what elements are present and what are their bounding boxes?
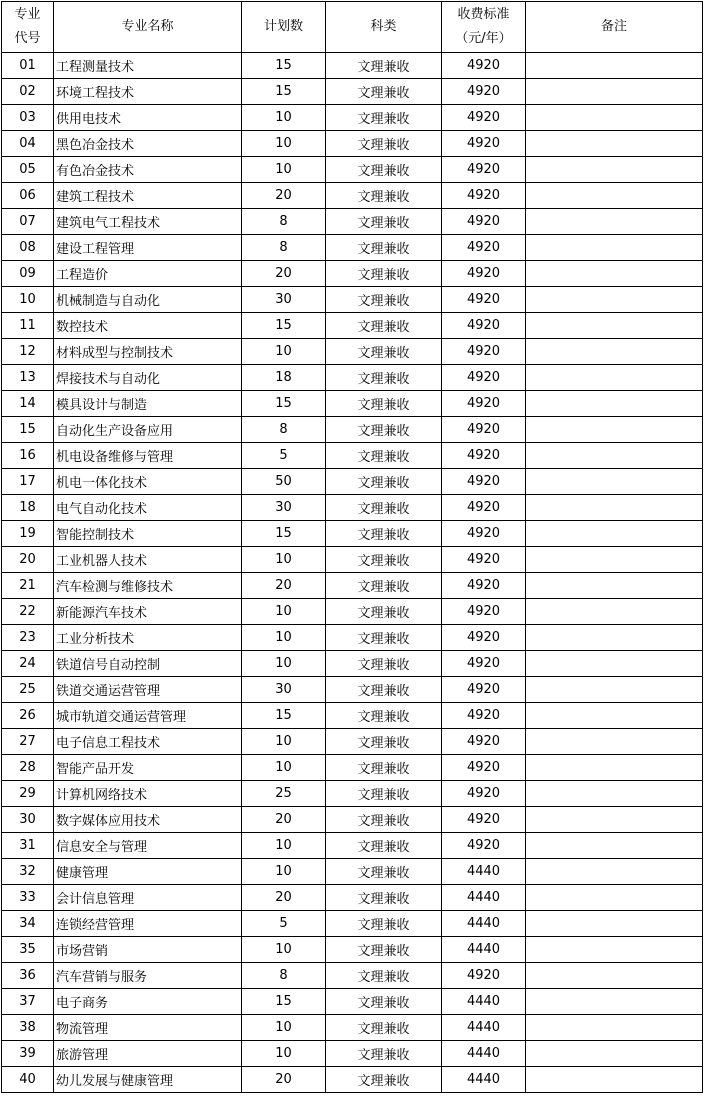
cell-fee: 4920	[442, 547, 526, 573]
cell-fee: 4440	[442, 937, 526, 963]
cell-major-name: 工业机器人技术	[54, 547, 242, 573]
cell-remark	[526, 235, 703, 261]
cell-remark	[526, 1067, 703, 1093]
table-row	[2, 885, 703, 911]
cell-plan: 5	[242, 911, 326, 937]
cell-remark	[526, 989, 703, 1015]
cell-plan: 20	[242, 261, 326, 287]
cell-code: 12	[2, 339, 54, 365]
cell-major-name: 数字媒体应用技术	[54, 807, 242, 833]
cell-plan: 20	[242, 1067, 326, 1093]
cell-major-name: 工业分析技术	[54, 625, 242, 651]
cell-category: 文理兼收	[326, 833, 442, 859]
cell-code: 15	[2, 417, 54, 443]
table-row	[2, 833, 703, 859]
cell-remark	[526, 53, 703, 79]
cell-plan: 30	[242, 495, 326, 521]
cell-fee: 4920	[442, 417, 526, 443]
cell-remark	[526, 105, 703, 131]
table-row	[2, 157, 703, 183]
table-row	[2, 365, 703, 391]
cell-category: 文理兼收	[326, 1041, 442, 1067]
cell-remark	[526, 729, 703, 755]
cell-major-name: 旅游管理	[54, 1041, 242, 1067]
cell-major-name: 建筑电气工程技术	[54, 209, 242, 235]
cell-plan: 10	[242, 105, 326, 131]
cell-code: 40	[2, 1067, 54, 1093]
table-row	[2, 79, 703, 105]
cell-major-name: 机电一体化技术	[54, 469, 242, 495]
cell-code: 01	[2, 53, 54, 79]
cell-remark	[526, 131, 703, 157]
cell-code: 16	[2, 443, 54, 469]
cell-fee: 4920	[442, 53, 526, 79]
table-row	[2, 417, 703, 443]
cell-fee: 4920	[442, 625, 526, 651]
cell-code: 14	[2, 391, 54, 417]
cell-code: 36	[2, 963, 54, 989]
cell-plan: 10	[242, 547, 326, 573]
table-row	[2, 183, 703, 209]
cell-fee: 4920	[442, 833, 526, 859]
cell-remark	[526, 625, 703, 651]
cell-remark	[526, 365, 703, 391]
table-row	[2, 911, 703, 937]
cell-code: 07	[2, 209, 54, 235]
cell-category: 文理兼收	[326, 781, 442, 807]
cell-category: 文理兼收	[326, 443, 442, 469]
cell-remark	[526, 469, 703, 495]
cell-plan: 10	[242, 599, 326, 625]
cell-category: 文理兼收	[326, 209, 442, 235]
cell-major-name: 材料成型与控制技术	[54, 339, 242, 365]
cell-major-name: 建筑工程技术	[54, 183, 242, 209]
table-row	[2, 131, 703, 157]
cell-major-name: 环境工程技术	[54, 79, 242, 105]
header-code	[2, 2, 54, 53]
cell-fee: 4920	[442, 391, 526, 417]
header-fee-line2: （元/年）	[455, 31, 512, 46]
cell-major-name: 市场营销	[54, 937, 242, 963]
cell-code: 34	[2, 911, 54, 937]
cell-remark	[526, 287, 703, 313]
header-remark: 备注	[526, 2, 703, 53]
cell-code: 11	[2, 313, 54, 339]
table-row	[2, 339, 703, 365]
cell-major-name: 健康管理	[54, 859, 242, 885]
cell-category: 文理兼收	[326, 755, 442, 781]
cell-category: 文理兼收	[326, 313, 442, 339]
cell-code: 03	[2, 105, 54, 131]
cell-code: 35	[2, 937, 54, 963]
table-row	[2, 625, 703, 651]
cell-plan: 8	[242, 235, 326, 261]
cell-remark	[526, 1015, 703, 1041]
cell-category: 文理兼收	[326, 235, 442, 261]
table-row	[2, 599, 703, 625]
cell-code: 38	[2, 1015, 54, 1041]
cell-fee: 4920	[442, 781, 526, 807]
cell-plan: 8	[242, 417, 326, 443]
table-row	[2, 495, 703, 521]
cell-fee: 4440	[442, 1067, 526, 1093]
cell-remark	[526, 573, 703, 599]
cell-category: 文理兼收	[326, 599, 442, 625]
cell-category: 文理兼收	[326, 131, 442, 157]
cell-remark	[526, 547, 703, 573]
cell-code: 28	[2, 755, 54, 781]
cell-major-name: 电气自动化技术	[54, 495, 242, 521]
cell-code: 29	[2, 781, 54, 807]
cell-plan: 10	[242, 937, 326, 963]
cell-major-name: 新能源汽车技术	[54, 599, 242, 625]
cell-category: 文理兼收	[326, 105, 442, 131]
cell-remark	[526, 755, 703, 781]
cell-major-name: 计算机网络技术	[54, 781, 242, 807]
cell-fee: 4920	[442, 703, 526, 729]
cell-category: 文理兼收	[326, 79, 442, 105]
cell-fee: 4920	[442, 365, 526, 391]
cell-major-name: 数控技术	[54, 313, 242, 339]
cell-category: 文理兼收	[326, 495, 442, 521]
cell-fee: 4920	[442, 469, 526, 495]
cell-category: 文理兼收	[326, 573, 442, 599]
cell-plan: 15	[242, 53, 326, 79]
cell-fee: 4920	[442, 313, 526, 339]
cell-category: 文理兼收	[326, 1067, 442, 1093]
cell-category: 文理兼收	[326, 1015, 442, 1041]
cell-plan: 30	[242, 287, 326, 313]
header-plan: 计划数	[242, 2, 326, 53]
cell-major-name: 信息安全与管理	[54, 833, 242, 859]
cell-plan: 15	[242, 989, 326, 1015]
cell-code: 25	[2, 677, 54, 703]
cell-category: 文理兼收	[326, 807, 442, 833]
cell-remark	[526, 391, 703, 417]
cell-major-name: 铁道交通运营管理	[54, 677, 242, 703]
table-row	[2, 521, 703, 547]
cell-remark	[526, 677, 703, 703]
cell-plan: 15	[242, 391, 326, 417]
cell-code: 39	[2, 1041, 54, 1067]
cell-category: 文理兼收	[326, 651, 442, 677]
cell-category: 文理兼收	[326, 859, 442, 885]
cell-major-name: 物流管理	[54, 1015, 242, 1041]
table-row	[2, 1067, 703, 1093]
cell-category: 文理兼收	[326, 729, 442, 755]
cell-code: 17	[2, 469, 54, 495]
cell-remark	[526, 937, 703, 963]
cell-plan: 10	[242, 729, 326, 755]
cell-remark	[526, 963, 703, 989]
cell-major-name: 智能产品开发	[54, 755, 242, 781]
cell-category: 文理兼收	[326, 417, 442, 443]
cell-code: 27	[2, 729, 54, 755]
cell-major-name: 汽车检测与维修技术	[54, 573, 242, 599]
cell-category: 文理兼收	[326, 53, 442, 79]
table-row	[2, 53, 703, 79]
cell-major-name: 汽车营销与服务	[54, 963, 242, 989]
table-row	[2, 729, 703, 755]
cell-plan: 10	[242, 131, 326, 157]
cell-category: 文理兼收	[326, 963, 442, 989]
cell-fee: 4920	[442, 729, 526, 755]
cell-plan: 10	[242, 157, 326, 183]
cell-plan: 5	[242, 443, 326, 469]
cell-remark	[526, 833, 703, 859]
cell-major-name: 智能控制技术	[54, 521, 242, 547]
cell-fee: 4440	[442, 1015, 526, 1041]
header-fee	[442, 2, 526, 53]
cell-category: 文理兼收	[326, 521, 442, 547]
cell-category: 文理兼收	[326, 547, 442, 573]
table-row	[2, 651, 703, 677]
cell-fee: 4440	[442, 1041, 526, 1067]
enrollment-plan-table	[1, 1, 703, 1093]
table-row	[2, 859, 703, 885]
cell-category: 文理兼收	[326, 391, 442, 417]
table-row	[2, 989, 703, 1015]
table-header	[2, 2, 703, 53]
cell-remark	[526, 911, 703, 937]
cell-remark	[526, 781, 703, 807]
cell-remark	[526, 313, 703, 339]
cell-major-name: 工程造价	[54, 261, 242, 287]
cell-remark	[526, 339, 703, 365]
cell-major-name: 连锁经营管理	[54, 911, 242, 937]
table-body	[2, 53, 703, 1093]
cell-fee: 4920	[442, 495, 526, 521]
cell-remark	[526, 599, 703, 625]
cell-fee: 4920	[442, 131, 526, 157]
cell-code: 22	[2, 599, 54, 625]
cell-plan: 18	[242, 365, 326, 391]
cell-category: 文理兼收	[326, 937, 442, 963]
cell-fee: 4440	[442, 989, 526, 1015]
cell-remark	[526, 79, 703, 105]
cell-fee: 4920	[442, 287, 526, 313]
table-row	[2, 703, 703, 729]
cell-fee: 4440	[442, 911, 526, 937]
cell-category: 文理兼收	[326, 157, 442, 183]
cell-plan: 10	[242, 755, 326, 781]
cell-fee: 4920	[442, 209, 526, 235]
cell-fee: 4920	[442, 677, 526, 703]
cell-category: 文理兼收	[326, 989, 442, 1015]
cell-plan: 15	[242, 79, 326, 105]
table-row	[2, 443, 703, 469]
cell-fee: 4920	[442, 963, 526, 989]
table-row	[2, 963, 703, 989]
cell-remark	[526, 209, 703, 235]
cell-major-name: 自动化生产设备应用	[54, 417, 242, 443]
cell-plan: 20	[242, 573, 326, 599]
cell-fee: 4920	[442, 79, 526, 105]
cell-code: 08	[2, 235, 54, 261]
cell-remark	[526, 521, 703, 547]
cell-major-name: 机械制造与自动化	[54, 287, 242, 313]
table-row	[2, 1015, 703, 1041]
cell-plan: 8	[242, 963, 326, 989]
cell-plan: 10	[242, 1041, 326, 1067]
cell-category: 文理兼收	[326, 703, 442, 729]
cell-plan: 20	[242, 885, 326, 911]
table-row	[2, 547, 703, 573]
cell-code: 19	[2, 521, 54, 547]
cell-major-name: 幼儿发展与健康管理	[54, 1067, 242, 1093]
cell-category: 文理兼收	[326, 625, 442, 651]
cell-major-name: 机电设备维修与管理	[54, 443, 242, 469]
cell-fee: 4920	[442, 235, 526, 261]
cell-category: 文理兼收	[326, 677, 442, 703]
cell-plan: 20	[242, 183, 326, 209]
table-row	[2, 755, 703, 781]
cell-plan: 8	[242, 209, 326, 235]
cell-fee: 4920	[442, 443, 526, 469]
table-row	[2, 313, 703, 339]
cell-plan: 30	[242, 677, 326, 703]
cell-code: 04	[2, 131, 54, 157]
cell-remark	[526, 885, 703, 911]
cell-fee: 4440	[442, 885, 526, 911]
cell-remark	[526, 1041, 703, 1067]
cell-fee: 4920	[442, 105, 526, 131]
table-row	[2, 391, 703, 417]
cell-major-name: 电子商务	[54, 989, 242, 1015]
cell-major-name: 会计信息管理	[54, 885, 242, 911]
cell-major-name: 城市轨道交通运营管理	[54, 703, 242, 729]
cell-category: 文理兼收	[326, 183, 442, 209]
cell-plan: 15	[242, 313, 326, 339]
table-row	[2, 469, 703, 495]
cell-fee: 4920	[442, 807, 526, 833]
table-row	[2, 807, 703, 833]
table-row	[2, 261, 703, 287]
cell-plan: 20	[242, 807, 326, 833]
cell-major-name: 供用电技术	[54, 105, 242, 131]
cell-remark	[526, 859, 703, 885]
table-row	[2, 209, 703, 235]
header-category: 科类	[326, 2, 442, 53]
cell-fee: 4920	[442, 261, 526, 287]
cell-category: 文理兼收	[326, 885, 442, 911]
header-code-line1: 专业	[14, 7, 41, 22]
cell-plan: 10	[242, 1015, 326, 1041]
cell-plan: 10	[242, 651, 326, 677]
cell-remark	[526, 417, 703, 443]
cell-remark	[526, 651, 703, 677]
cell-fee: 4440	[442, 859, 526, 885]
cell-remark	[526, 495, 703, 521]
cell-code: 23	[2, 625, 54, 651]
cell-remark	[526, 703, 703, 729]
cell-category: 文理兼收	[326, 911, 442, 937]
cell-code: 20	[2, 547, 54, 573]
cell-fee: 4920	[442, 521, 526, 547]
cell-plan: 10	[242, 339, 326, 365]
cell-major-name: 模具设计与制造	[54, 391, 242, 417]
cell-code: 31	[2, 833, 54, 859]
header-name: 专业名称	[54, 2, 242, 53]
cell-code: 05	[2, 157, 54, 183]
table-row	[2, 105, 703, 131]
cell-major-name: 电子信息工程技术	[54, 729, 242, 755]
cell-major-name: 铁道信号自动控制	[54, 651, 242, 677]
cell-code: 18	[2, 495, 54, 521]
cell-code: 33	[2, 885, 54, 911]
cell-remark	[526, 807, 703, 833]
table-row	[2, 235, 703, 261]
cell-plan: 10	[242, 625, 326, 651]
cell-fee: 4920	[442, 599, 526, 625]
cell-remark	[526, 183, 703, 209]
cell-fee: 4920	[442, 651, 526, 677]
header-row	[2, 2, 703, 53]
cell-category: 文理兼收	[326, 339, 442, 365]
cell-code: 10	[2, 287, 54, 313]
cell-plan: 15	[242, 703, 326, 729]
table-row	[2, 287, 703, 313]
cell-remark	[526, 261, 703, 287]
cell-code: 02	[2, 79, 54, 105]
cell-code: 24	[2, 651, 54, 677]
table-row	[2, 573, 703, 599]
cell-remark	[526, 443, 703, 469]
cell-code: 26	[2, 703, 54, 729]
cell-major-name: 黑色冶金技术	[54, 131, 242, 157]
header-fee-line1: 收费标准	[457, 7, 510, 22]
cell-code: 13	[2, 365, 54, 391]
header-code-line2: 代号	[14, 31, 41, 46]
cell-fee: 4920	[442, 157, 526, 183]
cell-code: 06	[2, 183, 54, 209]
cell-category: 文理兼收	[326, 287, 442, 313]
cell-fee: 4920	[442, 755, 526, 781]
cell-code: 30	[2, 807, 54, 833]
cell-category: 文理兼收	[326, 365, 442, 391]
cell-plan: 10	[242, 833, 326, 859]
table-row	[2, 1041, 703, 1067]
cell-major-name: 建设工程管理	[54, 235, 242, 261]
cell-category: 文理兼收	[326, 469, 442, 495]
table-row	[2, 677, 703, 703]
cell-code: 32	[2, 859, 54, 885]
cell-plan: 25	[242, 781, 326, 807]
cell-category: 文理兼收	[326, 261, 442, 287]
cell-fee: 4920	[442, 339, 526, 365]
cell-code: 37	[2, 989, 54, 1015]
cell-remark	[526, 157, 703, 183]
cell-major-name: 有色冶金技术	[54, 157, 242, 183]
cell-plan: 50	[242, 469, 326, 495]
cell-code: 09	[2, 261, 54, 287]
cell-code: 21	[2, 573, 54, 599]
cell-major-name: 焊接技术与自动化	[54, 365, 242, 391]
table-row	[2, 781, 703, 807]
cell-plan: 10	[242, 859, 326, 885]
cell-major-name: 工程测量技术	[54, 53, 242, 79]
table-row	[2, 937, 703, 963]
cell-fee: 4920	[442, 573, 526, 599]
cell-plan: 15	[242, 521, 326, 547]
cell-fee: 4920	[442, 183, 526, 209]
